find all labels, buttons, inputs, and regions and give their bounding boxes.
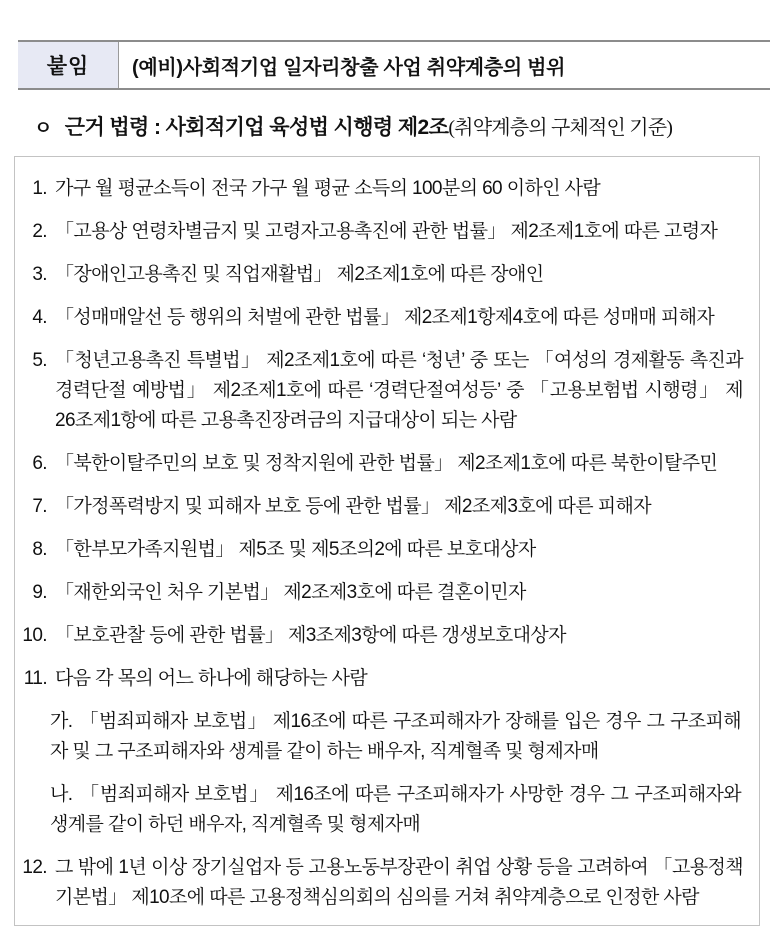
attachment-header (18, 40, 770, 90)
item-text: 「장애인고용촉진 및 직업재활법」 제2조제1호에 따른 장애인 (55, 264, 544, 285)
circle-bullet-marker: ㅇ (34, 118, 52, 139)
legal-basis-line (34, 111, 773, 141)
list-item-2 (19, 217, 743, 247)
item-text: 「한부모가족지원법」 제5조 및 제5조의2에 따른 보호대상자 (55, 539, 536, 560)
subitem-marker: 나. (50, 784, 73, 805)
item-number: 5. (32, 350, 47, 371)
subitem-text: 「범죄피해자 보호법」 제16조에 따른 구조피해자가 사망한 경우 그 구조피해자와 생계를 같이 하던 배우자, 직계혈족 및 형제자매 (50, 784, 741, 835)
list-item-8 (19, 535, 743, 565)
item-number: 3. (32, 264, 47, 285)
criteria-box (14, 156, 760, 926)
item-text: 「보호관찰 등에 관한 법률」 제3조제3항에 따른 갱생보호대상자 (55, 625, 566, 646)
item-number: 1. (32, 178, 47, 199)
subitem-text: 「범죄피해자 보호법」 제16조에 따른 구조피해자가 장해를 입은 경우 그 구조피해자 및 그 구조피해자와 생계를 같이 하는 배우자, 직계혈족 및 형제자매 (50, 711, 741, 762)
item-text: 「재한외국인 처우 기본법」 제2조제3호에 따른 결혼이민자 (55, 582, 526, 603)
list-item-6 (19, 449, 743, 479)
item-number: 7. (32, 496, 47, 517)
attachment-title: (예비)사회적기업 일자리창출 사업 취약계층의 범위 (132, 56, 566, 79)
list-item-7 (19, 492, 743, 522)
attachment-label: 붙임 (18, 42, 119, 88)
list-item-9 (19, 578, 743, 608)
list-item-5 (19, 346, 743, 436)
item-text: 그 밖에 1년 이상 장기실업자 등 고용노동부장관이 취업 상황 등을 고려하여 「고용정책기본법」 제10조에 따른 고용정책심의회의 심의를 거쳐 취약계층으로 인정한 사람 (55, 857, 743, 908)
item-text: 가구 월 평균소득이 전국 가구 월 평균 소득의 100분의 60 이하인 사람 (55, 178, 601, 199)
item-number: 6. (32, 453, 47, 474)
item-number: 12. (22, 857, 47, 878)
item-number: 9. (32, 582, 47, 603)
legal-basis-note: (취약계층의 구체적인 기준) (448, 117, 673, 139)
item-number: 2. (32, 221, 47, 242)
item-text: 「청년고용촉진 특별법」 제2조제1호에 따른 ‘청년’ 중 또는 「여성의 경제활동 촉진과 경력단절 예방법」 제2조제1호에 따른 ‘경력단절여성등’ 중 「고용보험법 시행령」 제26조제1항에 따른 고용촉진장려금의 지급대상이 되는 사람 (55, 350, 743, 431)
legal-basis-text: 근거 법령 : 사회적기업 육성법 시행령 제2조 (64, 116, 449, 139)
item-number: 11. (23, 668, 47, 689)
item-text: 「성매매알선 등 행위의 처벌에 관한 법률」 제2조제1항제4호에 따른 성매매 피해자 (55, 307, 715, 328)
document-page (0, 40, 779, 940)
list-subitem-11-na (50, 780, 741, 840)
subitem-marker: 가. (50, 711, 73, 732)
list-item-1 (19, 174, 743, 204)
list-item-10 (19, 621, 743, 651)
list-item-12 (19, 853, 743, 913)
item-number: 4. (32, 307, 47, 328)
list-item-11 (19, 664, 743, 694)
list-item-3 (19, 260, 743, 290)
item-text: 「북한이탈주민의 보호 및 정착지원에 관한 법률」 제2조제1호에 따른 북한이탈주민 (55, 453, 718, 474)
item-number: 8. (32, 539, 47, 560)
list-item-4 (19, 303, 743, 333)
item-text: 다음 각 목의 어느 하나에 해당하는 사람 (55, 668, 368, 689)
item-text: 「고용상 연령차별금지 및 고령자고용촉진에 관한 법률」 제2조제1호에 따른 고령자 (55, 221, 718, 242)
item-text: 「가정폭력방지 및 피해자 보호 등에 관한 법률」 제2조제3호에 따른 피해자 (55, 496, 651, 517)
list-subitem-11-ga (50, 707, 741, 767)
item-number: 10. (22, 625, 47, 646)
